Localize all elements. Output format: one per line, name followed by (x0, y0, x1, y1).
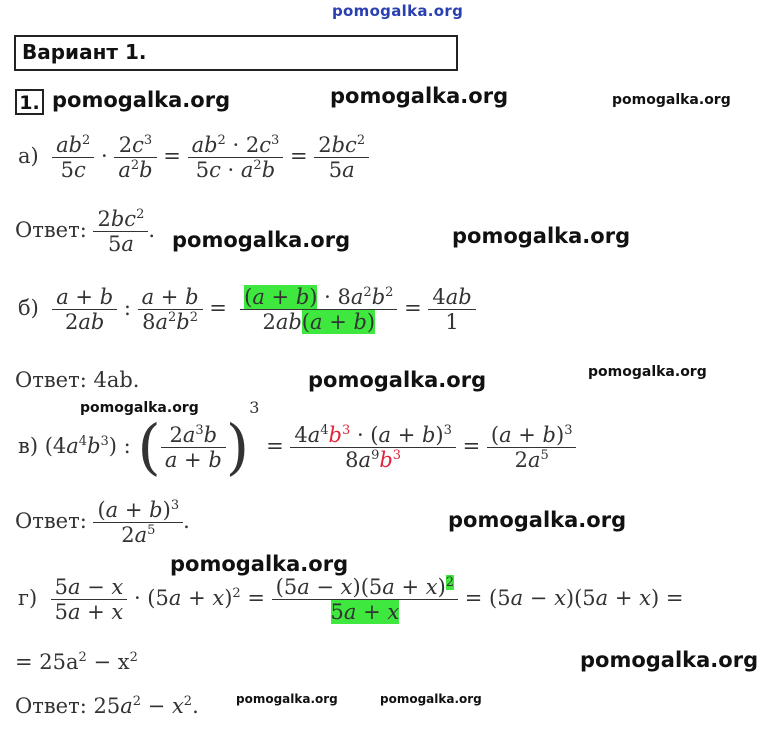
part-g-label: г) (18, 586, 38, 610)
part-g-result: = $25a^2 - x^2$ (15, 650, 138, 674)
part-v-expression: в) $(4a^4b^3)$ : ( $\frac{2a^3b}{a + b}$ )$^3$ = $\frac{4a^4b^3 \cdot (a + b)^3}{8a^9b^3}$ = $\frac{(a + b)^3}{2a^5}$ (18, 408, 576, 478)
watermark: pomogalka.org (80, 400, 199, 416)
watermark-top: pomogalka.org (332, 2, 464, 20)
watermark: pomogalka.org (452, 224, 631, 248)
task-number: 1. (15, 89, 44, 115)
watermark: pomogalka.org (380, 692, 482, 706)
watermark: pomogalka.org (580, 648, 759, 672)
answer-b (15, 368, 139, 392)
watermark: pomogalka.org (52, 88, 231, 112)
answer-label: Ответ: (15, 509, 87, 533)
watermark: pomogalka.org (236, 692, 338, 706)
part-v-label: в) (18, 434, 39, 458)
answer-a: Ответ: $\frac{2bc^2}{5a}$ . (15, 207, 156, 256)
part-b-expression: б) $\frac{a + b}{2ab}$ : $\frac{a + b}{8a^2b^2}$ = $\frac{(a + b) \cdot 8a^2b^2}{2ab(a + b)}$ = $\frac{4ab}{1}$ (18, 285, 476, 334)
answer-label: Ответ: (15, 368, 87, 392)
watermark: pomogalka.org (330, 84, 509, 108)
part-a-label: а) (18, 144, 39, 168)
watermark: pomogalka.org (448, 508, 627, 532)
variant-header (14, 35, 458, 71)
watermark: pomogalka.org (588, 364, 707, 380)
part-g-expression: г) $\frac{5a - x}{5a + x}$ · $(5a + x)^2$ = $\frac{(5a - x)(5a + x)^2}{5a + x}$ = (5a − x)(5a + x) = (18, 575, 684, 624)
answer-label: Ответ: (15, 218, 87, 242)
variant-title: Вариант 1. (22, 40, 147, 64)
part-a-expression: а) $\frac{ab^2}{5c}$ · $\frac{2c^3}{a^2b}$ = $\frac{ab^2 \cdot 2c^3}{5c \cdot a^2b}$ = $\frac{2bc^2}{5a}$ (18, 133, 369, 182)
watermark: pomogalka.org (612, 92, 731, 108)
answer-b-value: 4ab. (93, 368, 140, 392)
watermark: pomogalka.org (308, 368, 487, 392)
answer-g: Ответ: $25a^2 - x^2$. (15, 694, 199, 718)
answer-label: Ответ: (15, 694, 87, 718)
watermark: pomogalka.org (172, 228, 351, 252)
answer-v: Ответ: $\frac{(a + b)^3}{2a^5}$ . (15, 498, 190, 547)
part-b-label: б) (18, 296, 39, 320)
watermark: pomogalka.org (170, 552, 349, 576)
